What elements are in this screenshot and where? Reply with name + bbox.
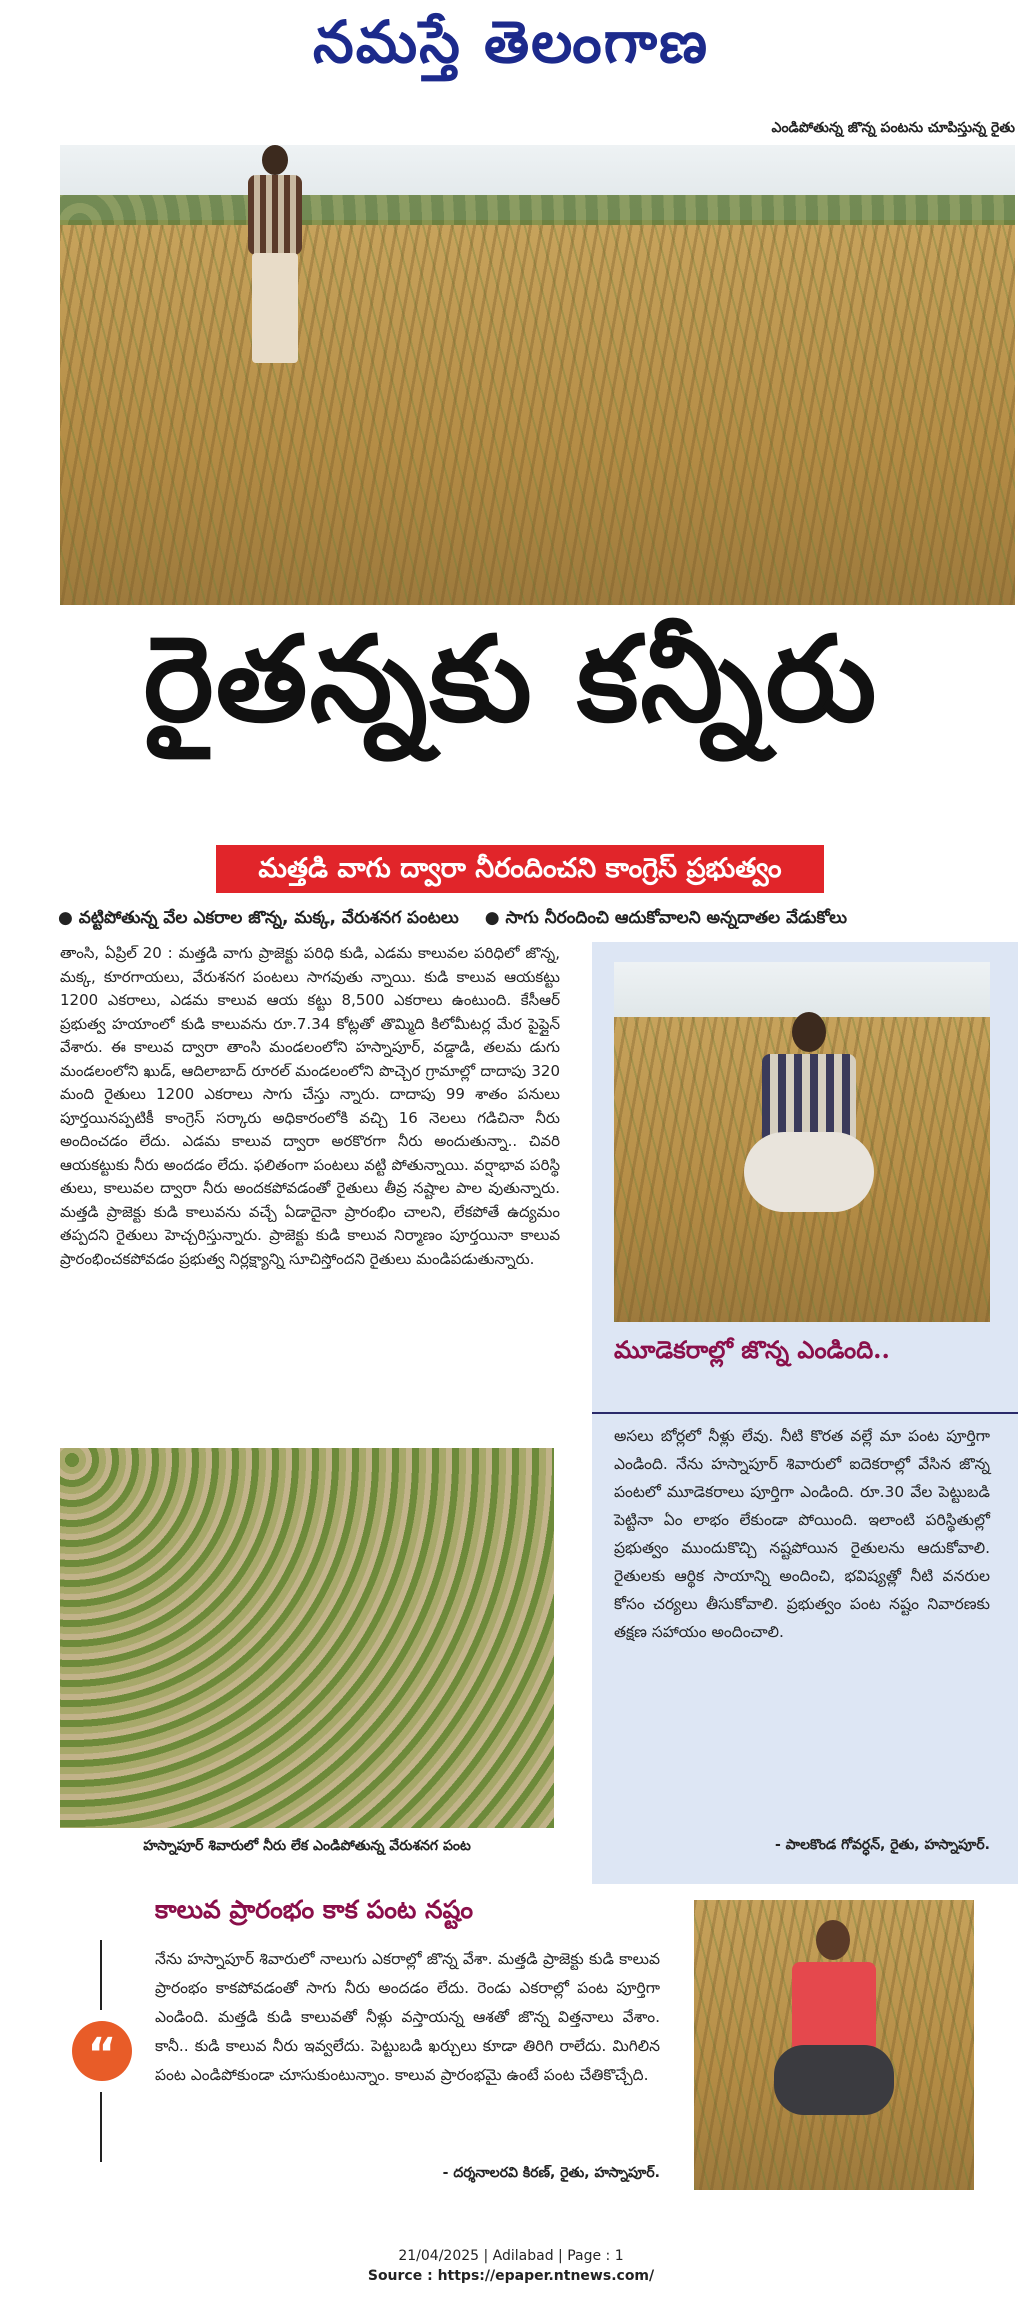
side-quote-attribution: - పాలకొండ గోవర్ధన్, రైతు, హస్నాపూర్. [774,1837,990,1853]
bullet-2: ● సాగు నీరందించి ఆదుకోవాలని అన్నదాతల వేడుకోలు [484,908,848,928]
peanut-field-photo [60,1448,554,1828]
farmer-figure [230,145,320,365]
farmer-sitting-figure [734,1012,884,1262]
footer-source: Source : https://epaper.ntnews.com/ [367,2268,655,2284]
farmer-crouching-figure [754,1920,914,2170]
quote-line-top [100,1940,102,2010]
top-photo-dry-sorghum [60,145,1015,605]
bottom-quote-body: నేను హస్నాపూర్ శివారులో నాలుగు ఎకరాల్లో జొన్న వేశా. మత్తడి ప్రాజెక్టు కుడి కాలువ ప్రారంభం కాకపోవడంతో సాగు నీరు అందడం లేదు. రెండు ఎకరాల్లో పంట పూర్తిగా ఎండింది. మత్తడి కుడి కాలువతో నీళ్లు వస్తాయన్న ఆశతో జొన్న విత్తనాలు వేశాం. కానీ.. కుడి కాలువ నీరు ఇవ్వలేదు. పెట్టుబడి ఖర్చులు కూడా తిరిగి రాలేదు. మిగిలిన పంట ఎండిపోకుండా చూసుకుంటున్నాం. కాలువ ప్రారంభమై ఉంటే పంట చేతికొచ్చేది. [155,1950,660,2084]
peanut-photo-caption: హస్నాపూర్ శివారులో నీరు లేక ఎండిపోతున్న వేరుశనగ పంట [143,1838,471,1854]
top-photo-caption: ఎండిపోతున్న జొన్న పంటను చూపిస్తున్న రైతు [771,120,1015,136]
goverdhan-photo [614,962,990,1322]
main-article-body: తాంసి, ఏప్రిల్ 20 : మత్తడి వాగు ప్రాజెక్టు పరిధి కుడి, ఎడమ కాలువల పరిధిలో జొన్న, మక్క, కూరగాయలు, వేరుశనగ పంటలు సాగవుతు న్నాయి. కుడి కాలువ ఆయకట్టు 1200 ఎకరాలు, ఎడమ కాలువ ఆయ కట్టు 8,500 ఎకరాలు ఉంటుంది. కేసీఆర్ ప్రభుత్వ హయాంలో కుడి కాలువను రూ.7.34 కోట్లతో తొమ్మిది కిలోమీటర్ల మేర పైప్లైన్ వేశారు. ఈ కాలువ ద్వారా తాంసి మండలంలోని హస్నాపూర్, వడ్డాడి, తలమ డుగు మండలంలోని ఖుడ్, ఆదిలాబాద్ రూరల్ మండలంలోని పొచ్చెర గ్రామాల్లో దాదాపు 320 మంది రైతులు 1200 ఎకరాలు సాగు చేస్తు న్నారు. దాదాపు 99 శాతం పనులు పూర్తయినప్పటికీ కాంగ్రెస్ సర్కారు అధికారంలోకి వచ్చి 16 నెలలు గడిచినా నీరు అందించడం లేదు. ఎడమ కాలువ ద్వారా అరకొరగా నీరు అందుతున్నా.. చివరి ఆయకట్టుకు నీరు అందడం లేదు. ఫలితంగా పంటలు వట్టి పోతున్నాయి. వర్షాభావ పరిస్థి తులు, కాలువల ద్వారా నీరు అందకపోవడంతో రైతులు తీవ్ర నష్టాల పాల వుతున్నారు. మత్తడి ప్రాజెక్టు కుడి కాలువను వచ్చే ఏడాదైనా ప్రారంభిం చాలని, లేకపోతే ఉద్యమం తప్పదని రైతులు హెచ్చరిస్తున్నారు. ప్రాజెక్టు కుడి కాలువ నిర్మాణం పూర్తయినా కాలువ ప్రారంభించకపోవడం ప్రభుత్వ నిర్లక్ష్యాన్ని సూచిస్తోందని రైతులు మండిపడుతున్నారు. [60,944,560,1268]
headline: రైతన్నకు కన్నీరు [143,609,879,748]
bullet-1: ● వట్టిపోతున్న వేల ఎకరాల జొన్న, మక్క, వేరుశనగ పంటలు [58,908,459,928]
side-quote-body: అసలు బోర్లలో నీళ్లు లేవు. నీటి కొరత వల్లే మా పంట పూర్తిగా ఎండింది. నేను హస్నాపూర్ శివారులో ఐదెకరాల్లో వేసిన జొన్న పంటలో మూడెకరాలు పూర్తిగా ఎండింది. రూ.30 వేల పెట్టుబడి పెట్టినా ఏం లాభం లేకుండా పోయింది. ఇలాంటి పరిస్థితుల్లో ప్రభుత్వం ముందుకొచ్చి నష్టపోయిన రైతులను ఆదుకోవాలి. రైతులకు ఆర్థిక సాయాన్ని అందించి, భవిష్యత్లో నీటి వనరుల కోసం చర్యలు తీసుకోవాలి. ప్రభుత్వం పంట నష్టం నివారణకు తక్షణ సహాయం అందించాలి. [614,1427,990,1641]
side-quote-box [592,942,1018,1884]
footer-edition: 21/04/2025 | Adilabad | Page : 1 [398,2248,624,2264]
bottom-quote-attribution: - దర్శనాలరవి కిరణ్, రైతు, హస్నాపూర్. [442,2165,660,2181]
ravikiran-photo [694,1900,974,2190]
side-quote-heading: మూడెకరాల్లో జొన్న ఎండింది.. [614,1335,890,1364]
masthead: నమస్తే తెలంగాణ [313,8,709,76]
bottom-quote-heading: కాలువ ప్రారంభం కాక పంట నష్టం [155,1895,474,1924]
divider [592,1412,1018,1414]
bullet-points [58,908,1018,936]
quote-icon: “ [72,2021,132,2081]
quote-line-bottom [100,2092,102,2162]
subheadline-banner: మత్తడి వాగు ద్వారా నీరందించని కాంగ్రెస్ ప్రభుత్వం [216,845,824,893]
